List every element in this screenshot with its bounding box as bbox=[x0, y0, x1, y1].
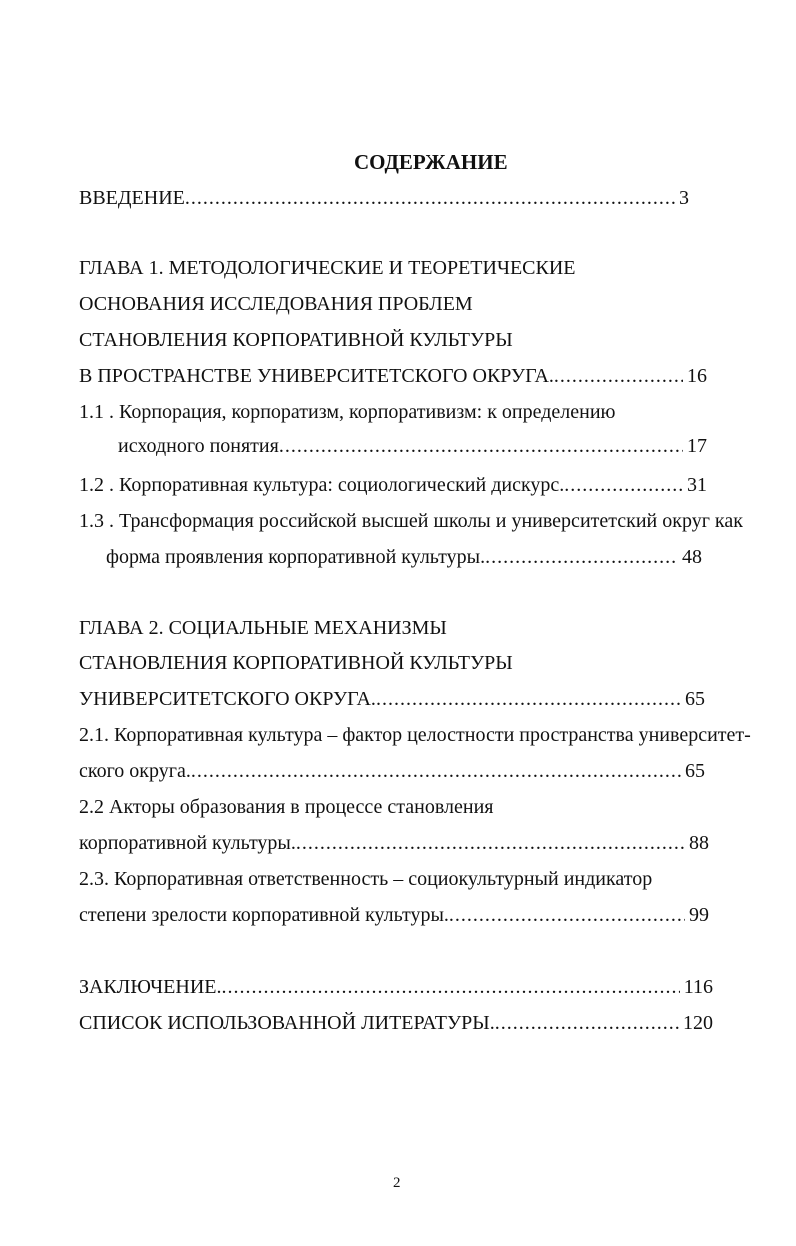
toc-entry-text: исходного понятия bbox=[118, 435, 279, 457]
toc-entry-section-2-3 bbox=[79, 903, 709, 927]
toc-page-number: 16 bbox=[687, 365, 707, 387]
chapter2-heading-line: СТАНОВЛЕНИЯ КОРПОРАТИВНОЙ КУЛЬТУРЫ bbox=[79, 652, 513, 674]
dot-leader bbox=[485, 545, 678, 569]
dot-leader bbox=[185, 186, 675, 210]
toc-entry-section-2-2 bbox=[79, 831, 709, 855]
dot-leader bbox=[296, 831, 685, 855]
toc-entry-text: 1.2 . Корпоративная культура: социологический дискурс. bbox=[79, 474, 565, 496]
dot-leader bbox=[554, 364, 683, 388]
toc-entry-section-1-3 bbox=[106, 545, 702, 569]
toc-entry-text: ВВЕДЕНИЕ bbox=[79, 187, 185, 209]
dot-leader bbox=[564, 473, 683, 497]
section-1-1-line1: 1.1 . Корпорация, корпоратизм, корпоративизм: к определению bbox=[79, 401, 616, 423]
dot-leader bbox=[221, 975, 679, 999]
section-2-2-line1: 2.2 Акторы образования в процессе становления bbox=[79, 796, 494, 818]
toc-page-number: 3 bbox=[679, 187, 689, 209]
dot-leader bbox=[279, 434, 683, 458]
toc-entry-section-2-1 bbox=[79, 759, 705, 783]
toc-page-number: 65 bbox=[685, 760, 705, 782]
chapter2-heading-line: ГЛАВА 2. СОЦИАЛЬНЫЕ МЕХАНИЗМЫ bbox=[79, 617, 447, 639]
toc-entry-section-1-1 bbox=[118, 434, 707, 458]
toc-entry-text: форма проявления корпоративной культуры. bbox=[106, 546, 486, 568]
dot-leader bbox=[449, 903, 685, 927]
toc-entry-text: УНИВЕРСИТЕТСКОГО ОКРУГА. bbox=[79, 688, 376, 710]
dot-leader bbox=[495, 1011, 679, 1035]
toc-page-number: 116 bbox=[683, 976, 713, 998]
toc-entry-text: В ПРОСТРАНСТВЕ УНИВЕРСИТЕТСКОГО ОКРУГА. bbox=[79, 365, 554, 387]
chapter1-heading-line: ГЛАВА 1. МЕТОДОЛОГИЧЕСКИЕ И ТЕОРЕТИЧЕСКИЕ bbox=[79, 257, 576, 279]
toc-entry-text: ского округа. bbox=[79, 760, 191, 782]
toc-page-number: 88 bbox=[689, 832, 709, 854]
toc-entry-intro bbox=[79, 186, 689, 210]
toc-entry-conclusion bbox=[79, 975, 713, 999]
section-2-3-line1: 2.3. Корпоративная ответственность – социокультурный индикатор bbox=[79, 868, 653, 890]
toc-entry-text: корпоративной культуры. bbox=[79, 832, 296, 854]
toc-page-number: 31 bbox=[687, 474, 707, 496]
section-2-1-line1: 2.1. Корпоративная культура – фактор целостности пространства университет- bbox=[79, 724, 751, 746]
toc-entry-text: СПИСОК ИСПОЛЬЗОВАННОЙ ЛИТЕРАТУРЫ. bbox=[79, 1012, 495, 1034]
toc-entry-references bbox=[79, 1011, 713, 1035]
toc-entry-section-1-2 bbox=[79, 473, 707, 497]
toc-page-number: 120 bbox=[683, 1012, 713, 1034]
section-1-3-line1: 1.3 . Трансформация российской высшей школы и университетский округ как bbox=[79, 510, 743, 532]
toc-entry-text: степени зрелости корпоративной культуры. bbox=[79, 904, 449, 926]
toc-page-number: 99 bbox=[689, 904, 709, 926]
toc-page-number: 48 bbox=[682, 546, 702, 568]
dot-leader bbox=[376, 687, 681, 711]
toc-entry-text: ЗАКЛЮЧЕНИЕ. bbox=[79, 976, 222, 998]
page-number: 2 bbox=[393, 1175, 401, 1191]
chapter1-heading-line: ОСНОВАНИЯ ИССЛЕДОВАНИЯ ПРОБЛЕМ bbox=[79, 293, 473, 315]
page-title: СОДЕРЖАНИЕ bbox=[354, 150, 508, 174]
dot-leader bbox=[191, 759, 681, 783]
chapter1-heading-line: СТАНОВЛЕНИЯ КОРПОРАТИВНОЙ КУЛЬТУРЫ bbox=[79, 329, 513, 351]
toc-entry-chapter1 bbox=[79, 364, 707, 388]
toc-entry-chapter2 bbox=[79, 687, 705, 711]
toc-page-number: 17 bbox=[687, 435, 707, 457]
toc-page-number: 65 bbox=[685, 688, 705, 710]
